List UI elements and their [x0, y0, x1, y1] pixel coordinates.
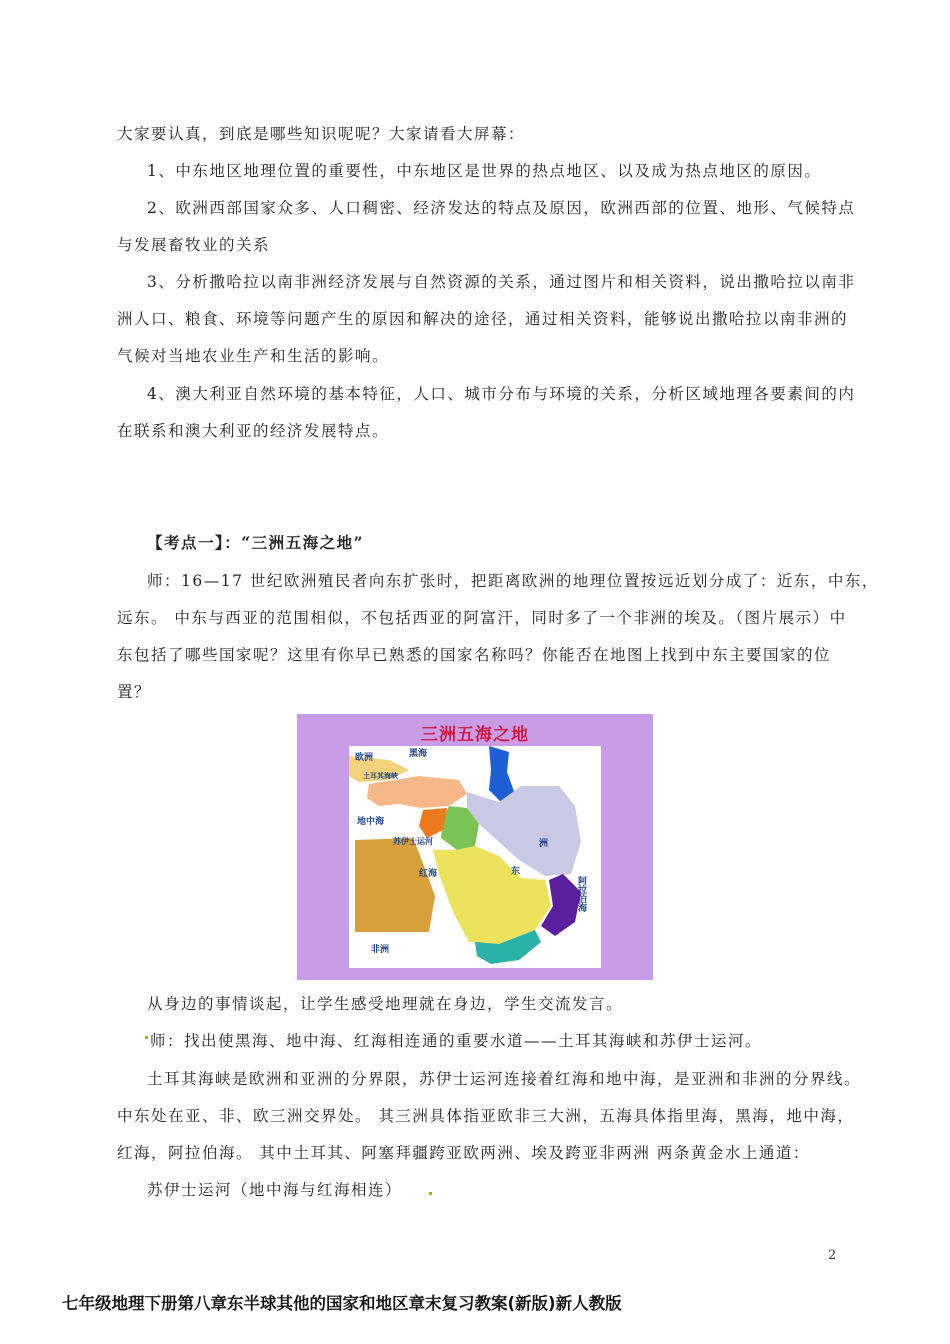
- label-mediterranean: 地中海: [357, 817, 385, 827]
- map-area: [349, 746, 601, 968]
- body-line-7: 气候对当地农业生产和生活的影响。: [117, 347, 390, 365]
- label-asia: 洲: [539, 839, 549, 849]
- section-heading: 【考点一】：“三洲五海之地”: [147, 533, 365, 552]
- map-title: 三洲五海之地: [421, 725, 529, 745]
- body-line-1: 大家要认真，到底是哪些知识呢呢？大家请看大屏幕：: [117, 125, 526, 143]
- label-suez: 苏伊士运河: [393, 837, 433, 846]
- label-east: 东: [511, 867, 521, 877]
- after-line-1: 从身边的事情谈起，让学生感受地理就在身边，学生交流发言。: [147, 995, 624, 1013]
- egypt-region: [355, 838, 435, 932]
- label-black-sea: 黑海: [409, 749, 428, 759]
- after-line-6: 苏伊士运河（地中海与红海相连）: [147, 1181, 403, 1199]
- map-drawing: [349, 746, 601, 968]
- label-europe: 欧洲: [355, 753, 374, 763]
- page-number: 2: [828, 1248, 837, 1263]
- teacher-line-1: 师：16—17 世纪欧洲殖民者向东扩张时，把距离欧洲的地理位置按远近划分成了：近东，中东，: [147, 572, 879, 590]
- margin-mark: [429, 1192, 432, 1195]
- label-arabian-sea: 阿拉伯海: [576, 876, 586, 912]
- label-turkish-strait: 土耳其海峡: [363, 772, 398, 780]
- label-africa: 非洲: [371, 945, 390, 955]
- turkey-region: [367, 776, 467, 808]
- body-line-6: 洲人口、粮食、环境等问题产生的原因和解决的途径，通过相关资料，能够说出撒哈拉以南非洲的: [117, 310, 849, 328]
- body-line-2: 1、中东地区地理位置的重要性，中东地区是世界的热点地区、以及成为热点地区的原因。: [147, 162, 822, 180]
- footer-title: 七年级地理下册第八章东半球其他的国家和地区章末复习教案(新版)新人教版: [62, 1294, 622, 1313]
- teacher-line-3: 东包括了哪些国家呢？这里有你早已熟悉的国家名称吗？你能否在地图上找到中东主要国家的位: [117, 646, 832, 664]
- after-line-5: 红海，阿拉伯海。 其中土耳其、阿塞拜疆跨亚欧两洲、埃及跨亚非两洲 两条黄金水上通道：: [117, 1144, 810, 1162]
- teacher-line-2: 远东。 中东与西亚的范围相似，不包括西亚的阿富汗，同时多了一个非洲的埃及。（图片展示）中: [117, 609, 847, 627]
- body-line-5: 3、分析撒哈拉以南非洲经济发展与自然资源的关系，通过图片和相关资料，说出撒哈拉以南非: [147, 273, 856, 291]
- after-line-3: 土耳其海峡是欧洲和亚洲的分界限，苏伊士运河连接着红海和地中海，是亚洲和非洲的分界线。: [147, 1070, 862, 1088]
- after-line-4: 中东处在亚、非、欧三洲交界处。 其三洲具体指亚欧非三大洲，五海具体指里海，黑海，地中海，: [117, 1107, 855, 1125]
- body-line-8: 4、澳大利亚自然环境的基本特征，人口、城市分布与环境的关系，分析区域地理各要素间的内: [147, 385, 856, 403]
- body-line-4: 与发展畜牧业的关系: [117, 236, 271, 254]
- middle-east-map-figure: [297, 714, 653, 980]
- body-line-9: 在联系和澳大利亚的经济发展特点。: [117, 422, 390, 440]
- body-line-3: 2、欧洲西部国家众多、人口稠密、经济发达的特点及原因，欧洲西部的位置、地形、气候特点: [147, 199, 856, 217]
- margin-mark: [145, 1036, 148, 1039]
- after-line-2: 师：找出使黑海、地中海、红海相连通的重要水道——土耳其海峡和苏伊士运河。: [150, 1032, 763, 1050]
- teacher-line-4: 置？: [117, 683, 152, 701]
- label-red-sea: 红海: [419, 869, 438, 879]
